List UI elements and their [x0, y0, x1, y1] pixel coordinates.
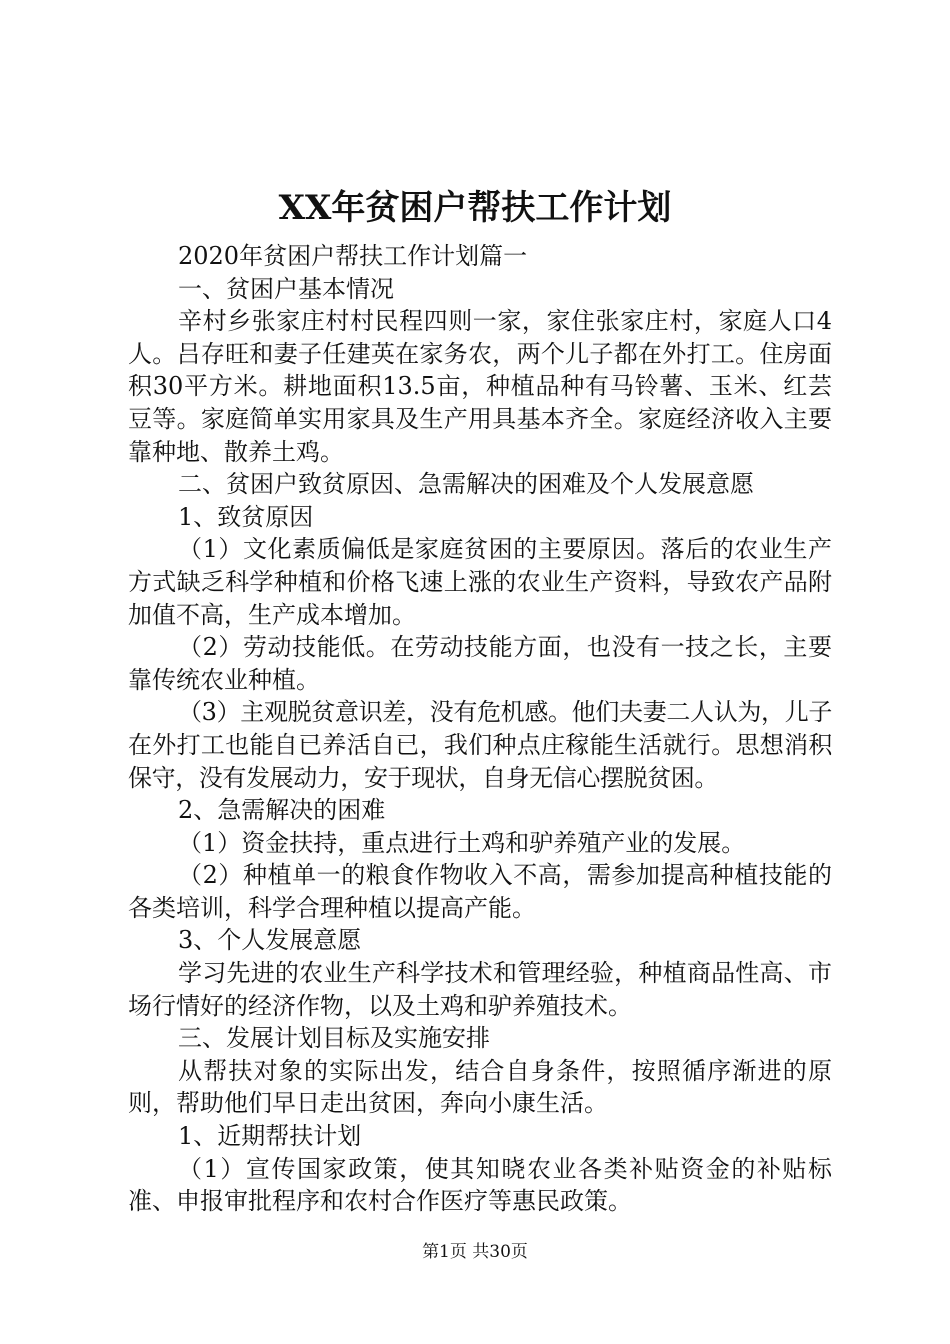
document-title: XX年贫困户帮扶工作计划	[278, 188, 672, 228]
subheading-urgent-difficulties: 2、急需解决的困难	[178, 796, 386, 825]
paragraph-difficulty-2: （2）种植单一的粮食作物收入不高，需参加提高种植技能的各类培训，科学合理种植以提高产能。	[128, 861, 832, 922]
paragraph-plan-principle: 从帮扶对象的实际出发，结合自身条件，按照循序渐进的原则，帮助他们早日走出贫困，奔向小康生活。	[128, 1056, 832, 1118]
document-body	[128, 240, 832, 1218]
paragraph-difficulty-1: （1）资金扶持，重点进行土鸡和驴养殖产业的发展。	[178, 828, 746, 857]
section-heading-part-one: 2020年贫困户帮扶工作计划篇一	[178, 242, 528, 270]
subheading-near-term-plan: 1、近期帮扶计划	[178, 1122, 362, 1151]
paragraph-personal-wishes: 学习先进的农业生产科学技术和管理经验，种植商品性高、市场行情好的经济作物，以及土鸡和驴养殖技术。	[128, 959, 832, 1020]
subheading-personal-wishes: 3、个人发展意愿	[178, 926, 362, 955]
paragraph-plan-item-1: （1）宣传国家政策，使其知晓农业各类补贴资金的补贴标准、申报审批程序和农村合作医疗等惠民政策。	[128, 1154, 832, 1216]
section-heading-causes: 二、贫困户致贫原因、急需解决的困难及个人发展意愿	[178, 470, 754, 499]
subheading-poverty-causes: 1、致贫原因	[178, 502, 314, 531]
paragraph-cause-1: （1）文化素质偏低是家庭贫困的主要原因。落后的农业生产方式缺乏科学种植和价格飞速上涨的农业生产资料，导致农产品附加值不高，生产成本增加。	[128, 535, 832, 629]
section-heading-plan: 三、发展计划目标及实施安排	[178, 1024, 490, 1053]
section-heading-basic-situation: 一、贫困户基本情况	[178, 274, 394, 303]
page-number-footer: 第1页 共30页	[422, 1242, 528, 1262]
paragraph-cause-2: （2）劳动技能低。在劳动技能方面，也没有一技之长，主要靠传统农业种植。	[128, 633, 832, 694]
paragraph-family-info: 辛村乡张家庄村村民程四则一家，家住张家庄村，家庭人口4人。吕存旺和妻子任建英在家务农，两个儿子都在外打工。住房面积30平方米。耕地面积13.5亩，种植品种有马铃薯、玉米、红芸豆等。家庭简单实用家具及生产用具基本齐全。家庭经济收入主要靠种地、散养土鸡。	[128, 307, 832, 466]
paragraph-cause-3: （3）主观脱贫意识差，没有危机感。他们夫妻二人认为，儿子在外打工也能自已养活自已，我们种点庄稼能生活就行。思想消积保守，没有发展动力，安于现状，自身无信心摆脱贫困。	[128, 698, 832, 792]
